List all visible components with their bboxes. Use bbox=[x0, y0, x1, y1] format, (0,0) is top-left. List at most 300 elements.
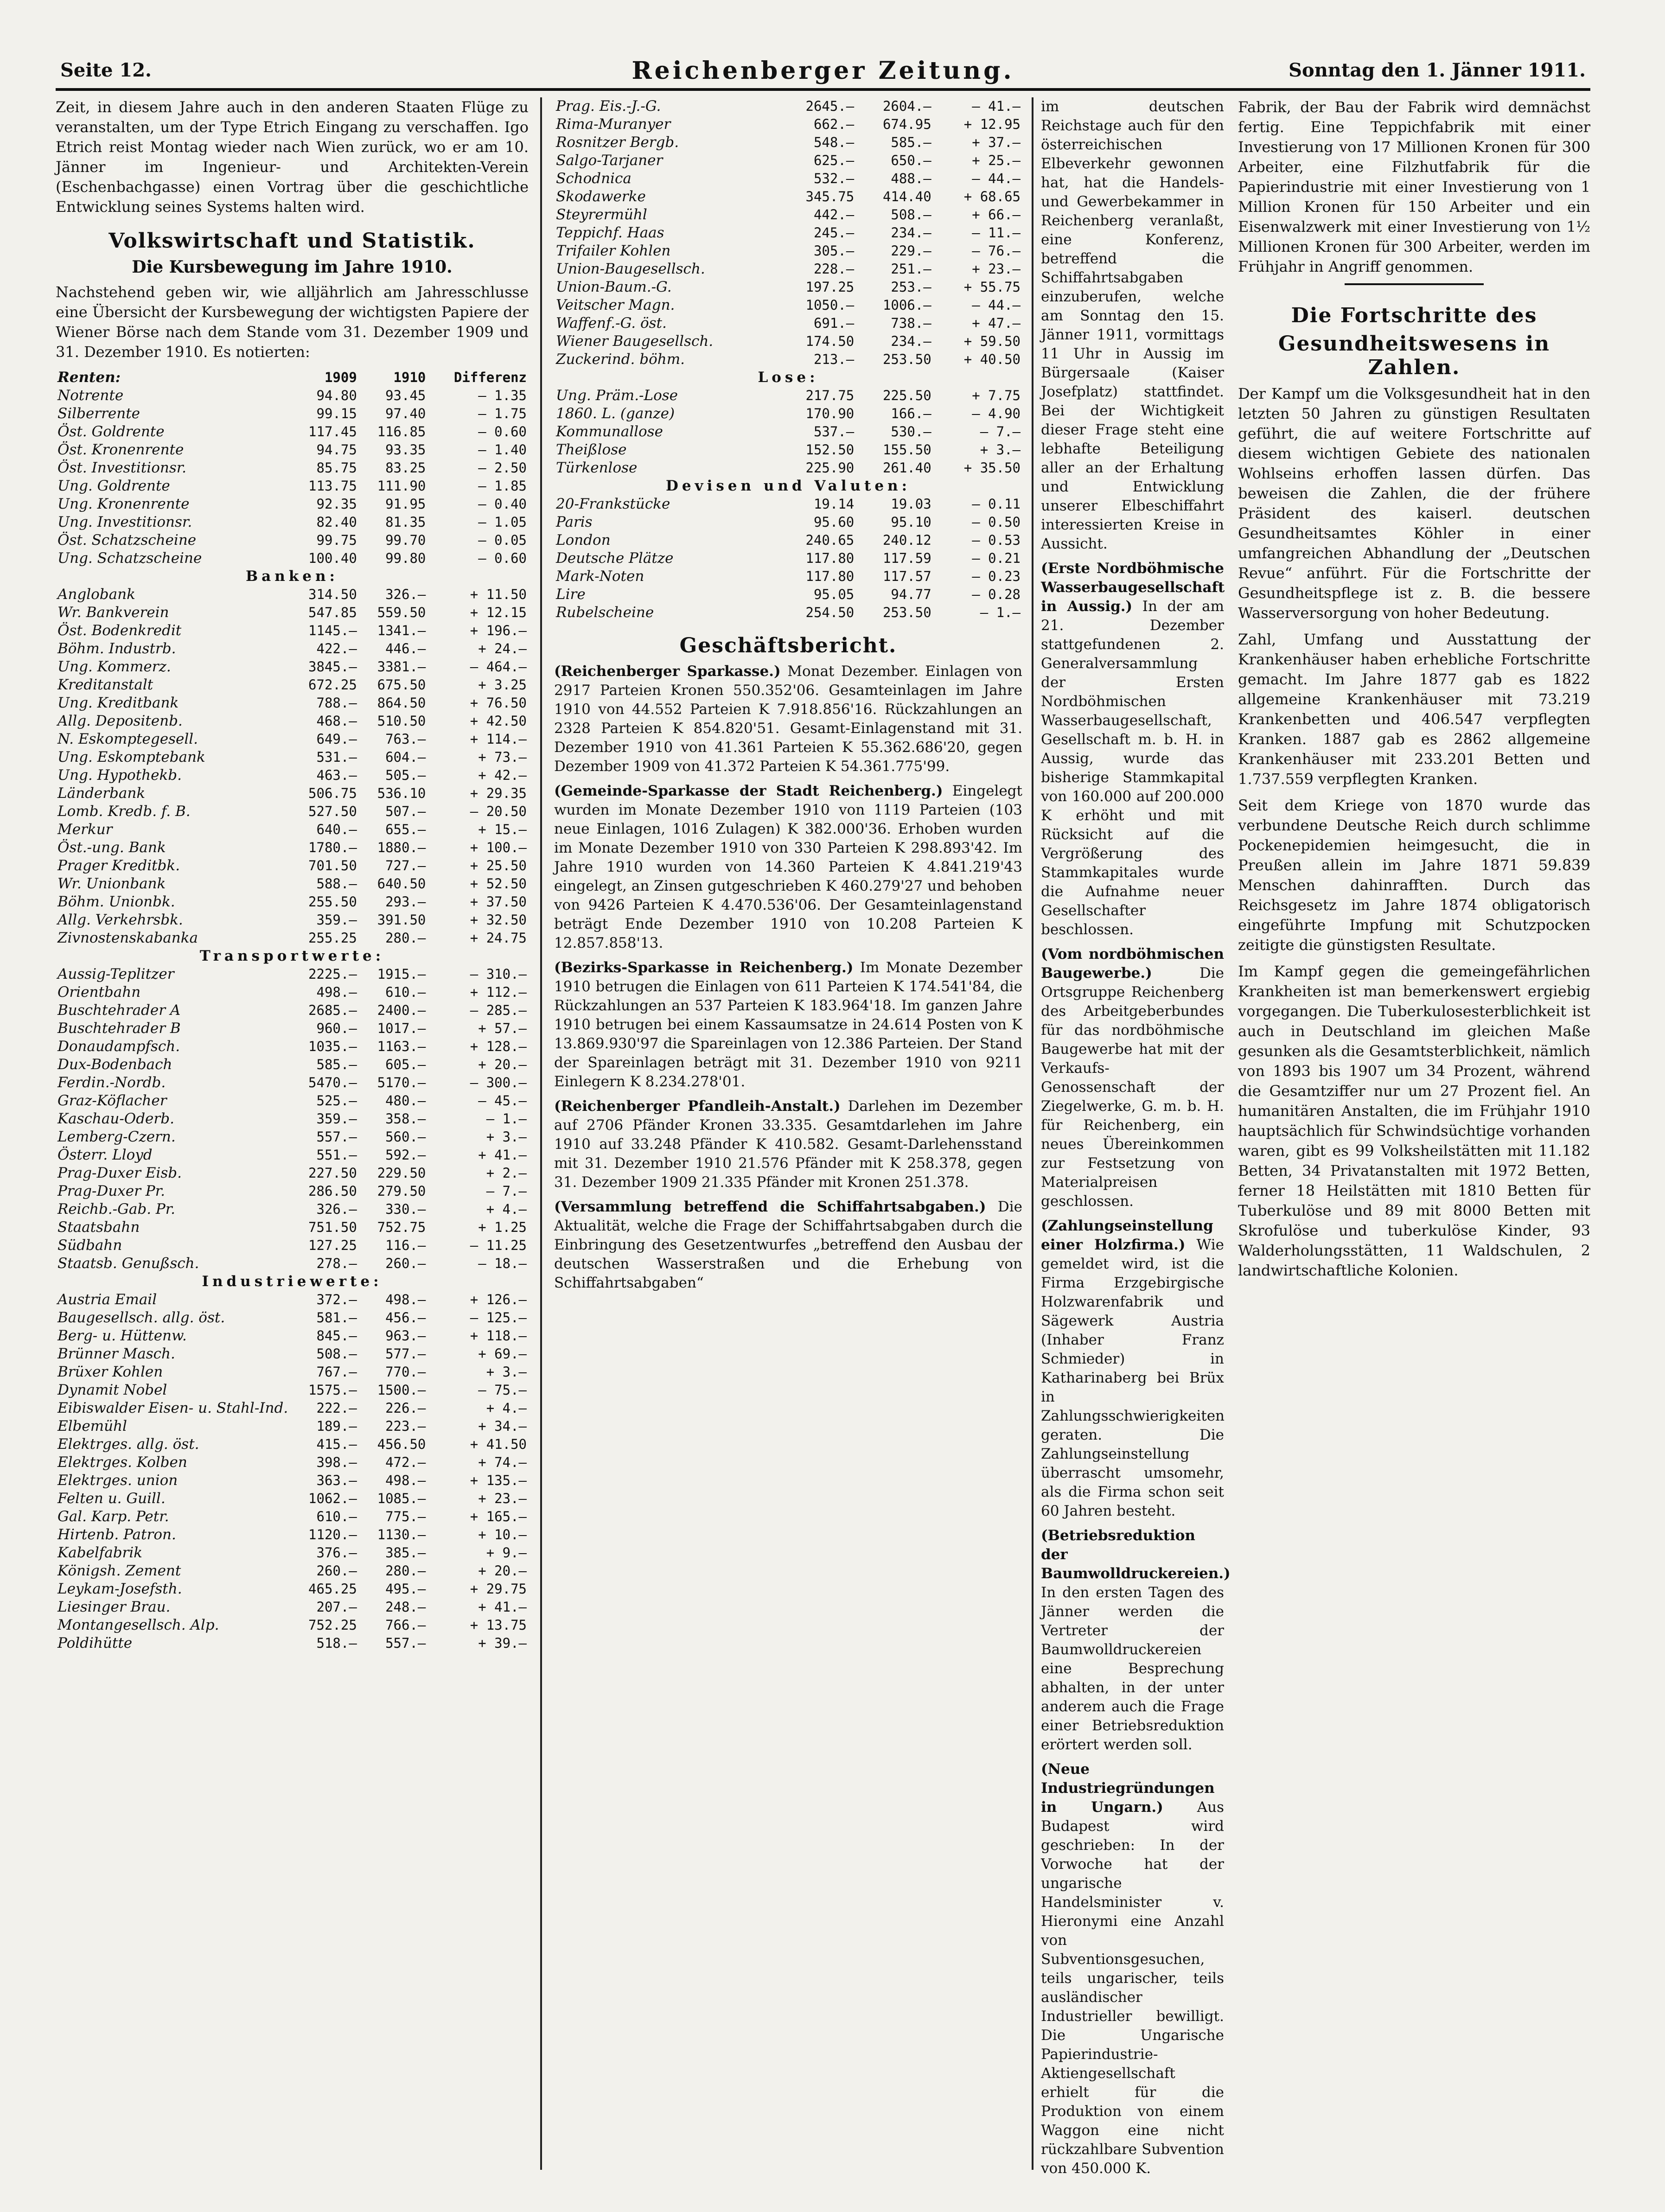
price-cell: 766.— bbox=[385, 1617, 426, 1633]
price-cell: 99.15 bbox=[316, 406, 357, 421]
difference-cell: + 29.75 bbox=[470, 1581, 527, 1597]
price-cell: 1050.— bbox=[805, 297, 855, 313]
difference-cell: + 4.— bbox=[486, 1400, 527, 1416]
price-cell: 2604.— bbox=[882, 98, 931, 114]
price-cell: 229.— bbox=[891, 243, 931, 259]
page-number: Seite 12. bbox=[60, 59, 152, 81]
price-cell: 255.50 bbox=[308, 894, 357, 910]
difference-cell: — 4.90 bbox=[972, 406, 1021, 421]
price-cell: 398.— bbox=[316, 1454, 357, 1470]
price-cell: 510.50 bbox=[377, 713, 426, 729]
difference-cell: + 9.— bbox=[486, 1545, 527, 1561]
table-row bbox=[56, 1526, 529, 1544]
column-rule bbox=[540, 97, 542, 2170]
price-cell: 280.— bbox=[385, 1563, 426, 1579]
difference-cell: — 7.— bbox=[980, 424, 1021, 440]
difference-cell: + 29.35 bbox=[470, 785, 527, 801]
price-cell: 391.50 bbox=[377, 912, 426, 928]
security-name: Dux-Bodenbach bbox=[57, 1056, 172, 1073]
table-row bbox=[56, 1399, 529, 1417]
difference-cell: + 68.65 bbox=[963, 189, 1021, 204]
difference-cell: — 1.35 bbox=[478, 388, 527, 403]
price-cell: 752.75 bbox=[377, 1219, 426, 1235]
price-cell: 116.85 bbox=[377, 424, 426, 440]
price-cell: 254.50 bbox=[805, 605, 855, 620]
price-cell: 655.— bbox=[385, 822, 426, 837]
table-row bbox=[56, 857, 529, 875]
price-cell: 547.85 bbox=[308, 605, 357, 620]
difference-cell: — 0.05 bbox=[478, 532, 527, 548]
notice-heading: (Bezirks-Sparkasse in Reichenberg.) bbox=[554, 959, 854, 976]
issue-date: Sonntag den 1. Jänner 1911. bbox=[1289, 59, 1586, 81]
price-cell: 495.— bbox=[385, 1581, 426, 1597]
price-cell: 92.35 bbox=[316, 496, 357, 512]
table-row bbox=[554, 278, 1022, 296]
difference-cell: + 25.— bbox=[972, 153, 1021, 168]
column-rule bbox=[1032, 97, 1033, 2170]
table-row bbox=[56, 640, 529, 658]
difference-cell: + 24.— bbox=[478, 641, 527, 657]
article-paragraph: Seit dem Kriege von 1870 wurde das verbundene Deutsche Reich durch schlimme Pockenepidemien heimgesucht, die in Preußen allein im Jahre 1871 59.839 Menschen dahinrafften. Durch das Reichsgesetz im Jahre 1874 obligatorisch eingeführte Impfung mit Schutzpocken zeitigte die günstigsten Resultate. bbox=[1238, 797, 1590, 954]
table-row bbox=[554, 188, 1022, 206]
difference-cell: + 23.— bbox=[972, 261, 1021, 277]
security-name: Staatsbahn bbox=[57, 1219, 140, 1236]
col4-intro: Fabrik, der Bau der Fabrik wird demnächst fertig. Eine Teppichfabrik mit einer Investierung von 17 Millionen Kronen für 300 Arbeiter, eine Filzhutfabrik für die Papierindustrie mit einer Investierung von 1 Million Kronen für 150 Arbeiter und ein Eisenwalzwerk mit einer Investierung von 1½ Millionen Kronen für 300 Arbeiter, werden im Frühjahr in Angriff genommen. bbox=[1238, 98, 1590, 275]
security-name: Allg. Verkehrsbk. bbox=[57, 912, 183, 928]
price-cell: 217.75 bbox=[805, 388, 855, 403]
difference-cell: + 57.— bbox=[478, 1020, 527, 1036]
table-row bbox=[56, 875, 529, 893]
price-cell: 752.25 bbox=[308, 1617, 357, 1633]
price-cell: 359.— bbox=[316, 912, 357, 928]
security-name: Salgo-Tarjaner bbox=[556, 152, 663, 169]
table-row bbox=[554, 459, 1022, 477]
price-cell: 363.— bbox=[316, 1473, 357, 1488]
price-cell: 19.14 bbox=[813, 496, 855, 512]
table-row bbox=[56, 1345, 529, 1363]
group-label-row bbox=[56, 947, 529, 965]
column-2 bbox=[554, 97, 1022, 1298]
difference-cell: + 42.— bbox=[478, 767, 527, 783]
security-name: Wiener Baugesellsch. bbox=[556, 333, 714, 350]
article-title-line2: Gesundheitswesens in Zahlen. bbox=[1278, 332, 1550, 379]
table-row bbox=[56, 477, 529, 495]
price-cell: 286.50 bbox=[308, 1183, 357, 1199]
security-name: Königsh. Zement bbox=[57, 1562, 181, 1579]
newspaper-page bbox=[56, 56, 1590, 2177]
difference-cell: + 74.— bbox=[478, 1454, 527, 1470]
table-row bbox=[554, 549, 1022, 567]
price-cell: 326.— bbox=[316, 1201, 357, 1217]
security-name: Ung. Kommerz. bbox=[57, 658, 171, 675]
security-name: Deutsche Plätze bbox=[556, 550, 674, 567]
difference-cell: + 11.50 bbox=[470, 586, 527, 602]
security-name: Rima-Muranyer bbox=[556, 116, 671, 133]
table-row bbox=[56, 405, 529, 423]
price-cell: 585.— bbox=[316, 1057, 357, 1072]
security-name: Anglobank bbox=[57, 586, 135, 603]
table-row bbox=[56, 1001, 529, 1020]
quotes-table-continued bbox=[554, 97, 1022, 622]
security-name: Silberrente bbox=[57, 405, 140, 422]
table-row bbox=[56, 1128, 529, 1146]
table-row bbox=[554, 115, 1022, 134]
difference-cell: — 0.21 bbox=[972, 550, 1021, 566]
security-name: Veitscher Magn. bbox=[556, 297, 675, 313]
price-cell: 960.— bbox=[316, 1020, 357, 1036]
price-cell: 498.— bbox=[316, 984, 357, 1000]
notice-heading: (Zahlungseinstellung einer Holzfirma.) bbox=[1041, 1218, 1213, 1253]
price-cell: 1575.— bbox=[308, 1382, 357, 1398]
table-row bbox=[56, 1634, 529, 1652]
price-cell: 548.— bbox=[813, 134, 855, 150]
price-cell: 116.— bbox=[385, 1237, 426, 1253]
security-name: Kabelfabrik bbox=[57, 1544, 143, 1561]
price-cell: 170.90 bbox=[805, 406, 855, 421]
price-cell: 605.— bbox=[385, 1057, 426, 1072]
security-name: Brüxer Kohlen bbox=[57, 1364, 163, 1380]
difference-cell: — 0.40 bbox=[478, 496, 527, 512]
notice-heading: (Vom nordböhmischen Baugewerbe.) bbox=[1041, 946, 1224, 982]
notice-text: Aus Budapest wird geschrieben: In der Vorwoche hat der ungarische Handelsminister v. Hieronymi eine Anzahl von Subventionsgesuchen, teils ungarischer, teils ausländischer Industrieller bewilligt. Die Ungarische Papierindustrie-Aktiengesellschaft erhielt für die Produktion von einem Waggon eine nicht rückzahlbare Subvention von 450.000 K. bbox=[1041, 1799, 1224, 2177]
price-cell: 506.75 bbox=[308, 785, 357, 801]
page-header bbox=[56, 56, 1590, 91]
price-cell: 577.— bbox=[385, 1346, 426, 1362]
security-name: Ferdin.-Nordb. bbox=[57, 1074, 166, 1091]
price-cell: 117.59 bbox=[882, 550, 931, 566]
security-name: Mark-Noten bbox=[556, 568, 644, 585]
article-title-line1: Die Fortschritte des bbox=[1291, 304, 1537, 327]
difference-cell: + 66.— bbox=[972, 207, 1021, 223]
price-cell: 672.25 bbox=[308, 677, 357, 693]
table-row bbox=[56, 821, 529, 839]
price-cell: 532.— bbox=[813, 171, 855, 186]
security-name: Ung. Investitionsr. bbox=[57, 514, 192, 530]
group-label: Devisen und Valuten: bbox=[665, 478, 911, 494]
difference-cell: + 24.75 bbox=[470, 930, 527, 946]
price-cell: 166.— bbox=[891, 406, 931, 421]
price-cell: 518.— bbox=[316, 1635, 357, 1651]
table-row bbox=[554, 531, 1022, 549]
difference-cell: — 464.— bbox=[470, 659, 527, 675]
price-cell: 557.— bbox=[385, 1635, 426, 1651]
notice-heading: (Versammlung betreffend die Schiffahrtsabgaben.) bbox=[554, 1198, 986, 1215]
security-name: Zivnostenskabanka bbox=[57, 930, 198, 946]
group-label-row bbox=[554, 477, 1022, 495]
price-cell: 1130.— bbox=[377, 1527, 426, 1543]
price-cell: 5170.— bbox=[377, 1075, 426, 1090]
table-row bbox=[56, 1200, 529, 1218]
group-label-row bbox=[56, 567, 529, 586]
notice-text: In den ersten Tagen des Jänner werden die Vertreter der Baumwolldruckereien eine Besprechung abhalten, in der unter anderem auch die Frage einer Betriebsreduktion erörtert werden soll. bbox=[1041, 1584, 1224, 1753]
security-name: Elektrges. Kolben bbox=[57, 1454, 187, 1471]
table-row bbox=[56, 1110, 529, 1128]
price-cell: 415.— bbox=[316, 1436, 357, 1452]
difference-cell: + 32.50 bbox=[470, 912, 527, 928]
security-name: Buschtehrader B bbox=[57, 1020, 181, 1037]
notice-text: Monat Dezember. Einlagen von 2917 Parteien Kronen 550.352'06. Gesamteinlagen im Jahre 1910 von 44.552 Parteien K 7.918.856'16. Rückzahlungen an 2328 Parteien K 854.820'51. Gesamt-Einlagenstand mit 31. Dezember 1910 von 41.361 Parteien K 55.362.686'20, gegen Dezember 1909 von 41.372 Parteien K 54.361.775'99. bbox=[554, 663, 1023, 775]
security-name: Kommunallose bbox=[556, 423, 663, 440]
price-cell: 99.70 bbox=[385, 532, 426, 548]
price-cell: 81.35 bbox=[385, 514, 426, 530]
security-name: Union-Baum.-G. bbox=[556, 279, 672, 295]
security-name: Rubelscheine bbox=[556, 604, 654, 621]
table-row bbox=[56, 1218, 529, 1237]
article-paragraph: Zahl, Umfang und Ausstattung der Krankenhäuser haben erhebliche Fortschritte gemacht. Im Jahre 1877 gab es 1822 allgemeine Krankenhäuser mit 73.219 Krankenbetten und 406.547 verpflegten Kranken. 1887 gab es 2862 allgemeine Krankenhäuser mit 233.201 Betten und 1.737.559 verpflegten Kranken. bbox=[1238, 631, 1590, 788]
difference-cell: + 3.25 bbox=[478, 677, 527, 693]
price-cell: 488.— bbox=[891, 171, 931, 186]
notice-heading: (Gemeinde-Sparkasse der Stadt Reichenberg.) bbox=[554, 783, 943, 799]
security-name: Öst. Investitionsr. bbox=[57, 459, 187, 476]
price-cell: 625.— bbox=[813, 153, 855, 168]
table-row bbox=[56, 1544, 529, 1562]
security-name: Elektrges. allg. öst. bbox=[57, 1436, 199, 1453]
notices-list bbox=[554, 662, 1022, 1293]
notice-heading: (Erste Nordböhmische Wasserbaugesellschaft in Aussig.) bbox=[1041, 560, 1225, 615]
price-cell: 3381.— bbox=[377, 659, 426, 675]
table-row bbox=[56, 1146, 529, 1164]
price-cell: 674.95 bbox=[882, 116, 931, 132]
table-row bbox=[56, 803, 529, 821]
price-cell: 253.50 bbox=[882, 351, 931, 367]
price-cell: 456.50 bbox=[377, 1436, 426, 1452]
difference-cell: + 12.95 bbox=[963, 116, 1021, 132]
difference-cell: — 41.— bbox=[972, 98, 1021, 114]
table-row bbox=[554, 513, 1022, 531]
notice-heading: (Reichenberger Pfandleih-Anstalt.) bbox=[554, 1098, 841, 1115]
difference-cell: — 44.— bbox=[972, 297, 1021, 313]
security-name: Aussig-Teplitzer bbox=[57, 966, 174, 982]
price-cell: 5470.— bbox=[308, 1075, 357, 1090]
table-row bbox=[554, 604, 1022, 622]
notice-text: In der am 21. Dezember stattgefundenen 2. Generalversammlung der Ersten Nordböhmischen Wasserbaugesellschaft, Gesellschaft m. b. H. in Aussig, wurde das bisherige Stammkapital von 160.000 auf 200.000 K erhöht und mit Rücksicht auf die Vergrößerung des Stammkapitales wurde die Aufnahme neuer Gesellschafter beschlossen. bbox=[1041, 598, 1224, 938]
difference-cell: + 3.— bbox=[486, 1129, 527, 1145]
price-cell: 97.40 bbox=[385, 406, 426, 421]
price-cell: 530.— bbox=[891, 424, 931, 440]
table-row bbox=[56, 730, 529, 748]
table-header-row: Renten: 1909 1910 Differenz bbox=[57, 369, 527, 386]
price-cell: 94.75 bbox=[316, 442, 357, 458]
price-cell: 280.— bbox=[385, 930, 426, 946]
security-name: Teppichf. Haas bbox=[556, 224, 664, 241]
price-cell: 2225.— bbox=[308, 966, 357, 982]
group-label: Transportwerte: bbox=[199, 948, 385, 964]
news-notice bbox=[554, 1198, 1022, 1293]
table-row bbox=[56, 1092, 529, 1110]
difference-cell: — 0.28 bbox=[972, 586, 1021, 602]
notice-heading: (Betriebsreduktion der Baumwolldruckereien.) bbox=[1041, 1527, 1231, 1582]
security-name: Merkur bbox=[57, 821, 113, 838]
difference-cell: + 34.— bbox=[478, 1418, 527, 1434]
price-cell: 763.— bbox=[385, 731, 426, 747]
price-cell: 468.— bbox=[316, 713, 357, 729]
security-name: Staatsb. Genußsch. bbox=[57, 1255, 199, 1272]
security-name: Elbemühl bbox=[57, 1418, 127, 1434]
table-row bbox=[56, 1562, 529, 1580]
price-cell: 472.— bbox=[385, 1454, 426, 1470]
difference-cell: — 11.25 bbox=[470, 1237, 527, 1253]
price-cell: 117.80 bbox=[805, 568, 855, 584]
security-name: Union-Baugesellsch. bbox=[556, 261, 705, 277]
price-cell: 85.75 bbox=[316, 460, 357, 476]
table-row bbox=[554, 242, 1022, 260]
table-row bbox=[56, 1255, 529, 1273]
table-row bbox=[554, 314, 1022, 332]
security-name: Prager Kreditbk. bbox=[57, 857, 180, 874]
table-row bbox=[56, 513, 529, 531]
table-row bbox=[56, 1074, 529, 1092]
section-title: Volkswirtschaft und Statistik. bbox=[108, 229, 476, 253]
security-name: Ung. Kronenrente bbox=[57, 496, 190, 512]
difference-cell: — 1.— bbox=[980, 605, 1021, 620]
notice-text: Darlehen im Dezember auf 2706 Pfänder Kronen 33.335. Gesamtdarlehen im Jahre 1910 auf 33.248 Pfänder K 410.582. Gesamt-Darlehensstand mit 31. Dezember 1910 21.576 Pfänder mit K 258.378, gegen 31. Dezember 1909 21.335 Pfänder mit Kronen 251.378. bbox=[554, 1098, 1022, 1191]
security-name: Felten u. Guill. bbox=[57, 1490, 166, 1507]
notice-text: Die Ortsgruppe Reichenberg des Arbeitgeberbundes für das nordböhmische Baugewerbe hat mit der Verkaufs-Genossenschaft der Ziegelwerke, G. m. b. H. für Reichenberg, ein neues Übereinkommen zur Festsetzung von Materialpreisen geschlossen. bbox=[1041, 965, 1224, 1210]
price-cell: 358.— bbox=[385, 1111, 426, 1127]
security-name: Zuckerind. böhm. bbox=[556, 351, 685, 368]
table-row bbox=[56, 965, 529, 983]
price-cell: 113.75 bbox=[308, 478, 357, 494]
table-row bbox=[56, 549, 529, 567]
security-name: Öst. Kronenrente bbox=[57, 441, 184, 458]
difference-cell: + 42.50 bbox=[470, 713, 527, 729]
difference-cell: + 15.— bbox=[478, 822, 527, 837]
table-row bbox=[554, 296, 1022, 314]
security-name: Länderbank bbox=[57, 785, 146, 802]
price-cell: 560.— bbox=[385, 1129, 426, 1145]
price-cell: 278.— bbox=[316, 1256, 357, 1271]
security-name: London bbox=[556, 532, 611, 548]
price-cell: 207.— bbox=[316, 1599, 357, 1615]
table-row bbox=[56, 1472, 529, 1490]
price-cell: 559.50 bbox=[377, 605, 426, 620]
price-cell: 385.— bbox=[385, 1545, 426, 1561]
price-cell: 551.— bbox=[316, 1147, 357, 1163]
security-name: Prag. Eis.-J.-G. bbox=[556, 98, 661, 115]
price-cell: 465.25 bbox=[308, 1581, 357, 1597]
difference-cell: — 20.50 bbox=[470, 803, 527, 819]
price-cell: 767.— bbox=[316, 1364, 357, 1380]
price-cell: 174.50 bbox=[805, 333, 855, 349]
security-name: Baugesellsch. allg. öst. bbox=[57, 1309, 225, 1326]
security-name: Donaudampfsch. bbox=[57, 1038, 180, 1055]
price-cell: 228.— bbox=[813, 261, 855, 277]
price-cell: 1880.— bbox=[377, 840, 426, 855]
table-row bbox=[56, 387, 529, 405]
difference-cell: — 1.75 bbox=[478, 406, 527, 421]
security-name: Lomb. Kredb. f. B. bbox=[57, 803, 191, 820]
price-cell: 376.— bbox=[316, 1545, 357, 1561]
table-row bbox=[554, 152, 1022, 170]
table-row bbox=[56, 495, 529, 513]
difference-cell: + 41.— bbox=[478, 1599, 527, 1615]
table-row bbox=[56, 658, 529, 676]
difference-cell: — 300.— bbox=[470, 1075, 527, 1090]
difference-cell: — 0.53 bbox=[972, 532, 1021, 548]
price-cell: 2685.— bbox=[308, 1002, 357, 1018]
price-cell: 1780.— bbox=[308, 840, 357, 855]
price-cell: 94.80 bbox=[316, 388, 357, 403]
price-cell: 93.45 bbox=[385, 388, 426, 403]
difference-cell: + 52.50 bbox=[470, 876, 527, 892]
difference-cell: + 41.50 bbox=[470, 1436, 527, 1452]
table-row bbox=[554, 224, 1022, 242]
security-name: Öst.-ung. Bank bbox=[57, 839, 166, 856]
price-cell: 1035.— bbox=[308, 1039, 357, 1054]
security-name: Poldihütte bbox=[57, 1635, 133, 1651]
table-row bbox=[56, 694, 529, 712]
price-cell: 864.50 bbox=[377, 695, 426, 711]
price-cell: 95.60 bbox=[813, 514, 855, 530]
price-cell: 1341.— bbox=[377, 623, 426, 638]
security-name: Ung. Schatzscheine bbox=[57, 550, 202, 567]
difference-cell: — 75.— bbox=[478, 1382, 527, 1398]
table-row bbox=[56, 1291, 529, 1309]
price-cell: 19.03 bbox=[891, 496, 931, 512]
difference-cell: — 310.— bbox=[470, 966, 527, 982]
table-row bbox=[56, 531, 529, 549]
difference-cell: — 0.50 bbox=[972, 514, 1021, 530]
price-cell: 223.— bbox=[385, 1418, 426, 1434]
price-cell: 240.65 bbox=[805, 532, 855, 548]
group-label-row bbox=[554, 369, 1022, 387]
news-notice bbox=[1041, 1217, 1224, 1521]
table-row bbox=[56, 1182, 529, 1200]
table-row bbox=[56, 604, 529, 622]
difference-cell: + 37.50 bbox=[470, 894, 527, 910]
price-cell: 536.10 bbox=[377, 785, 426, 801]
difference-cell: — 285.— bbox=[470, 1002, 527, 1018]
difference-cell: + 1.25 bbox=[478, 1219, 527, 1235]
notice-heading: (Reichenberger Sparkasse.) bbox=[554, 663, 781, 680]
price-cell: 640.50 bbox=[377, 876, 426, 892]
difference-cell: — 1.85 bbox=[478, 478, 527, 494]
news-notice bbox=[1041, 945, 1224, 1211]
table-row bbox=[56, 1309, 529, 1327]
security-name: Rosnitzer Bergb. bbox=[556, 134, 679, 151]
difference-cell: + 7.75 bbox=[972, 388, 1021, 403]
price-cell: 414.40 bbox=[882, 189, 931, 204]
difference-cell: + 37.— bbox=[972, 134, 1021, 150]
group-label: Industriewerte: bbox=[202, 1273, 383, 1290]
table-row bbox=[554, 495, 1022, 513]
security-name: Waffenf.-G. öst. bbox=[556, 315, 667, 331]
price-cell: 213.— bbox=[813, 351, 855, 367]
table-row bbox=[56, 784, 529, 803]
divider bbox=[1345, 283, 1484, 285]
table-row bbox=[56, 911, 529, 929]
security-name: Eibiswalder Eisen- u. Stahl-Ind. bbox=[57, 1400, 288, 1416]
price-cell: 463.— bbox=[316, 767, 357, 783]
table-row bbox=[554, 567, 1022, 586]
difference-cell: + 3.— bbox=[486, 1364, 527, 1380]
difference-cell: — 0.60 bbox=[478, 550, 527, 566]
difference-cell: — 44.— bbox=[972, 171, 1021, 186]
security-name: Prag-Duxer Eisb. bbox=[57, 1165, 182, 1181]
table-row bbox=[56, 1056, 529, 1074]
price-cell: 99.80 bbox=[385, 550, 426, 566]
notice-text: Im Monate Dezember 1910 betrugen die Einlagen von 611 Parteien K 174.541'84, die Rückzahlungen an 537 Parteien K 183.964'18. Im ganzen Jahre 1910 betrugen bei einem Kassaumsatze in 24.614 Posten von K 13.869.930'97 die Spareinlagen von 12.386 Parteien. Der Stand der Spareinlagen beträgt mit 31. Dezember 1910 von 9211 Einlegern K 8.234.278'01. bbox=[554, 959, 1022, 1090]
price-cell: 691.— bbox=[813, 315, 855, 331]
security-name: Graz-Köflacher bbox=[57, 1092, 167, 1109]
difference-cell: + 10.— bbox=[478, 1527, 527, 1543]
price-cell: 345.75 bbox=[805, 189, 855, 204]
table-row bbox=[554, 441, 1022, 459]
table-row bbox=[554, 586, 1022, 604]
price-cell: 95.05 bbox=[813, 586, 855, 602]
security-name: Skodawerke bbox=[556, 188, 646, 205]
table-row bbox=[56, 1616, 529, 1634]
